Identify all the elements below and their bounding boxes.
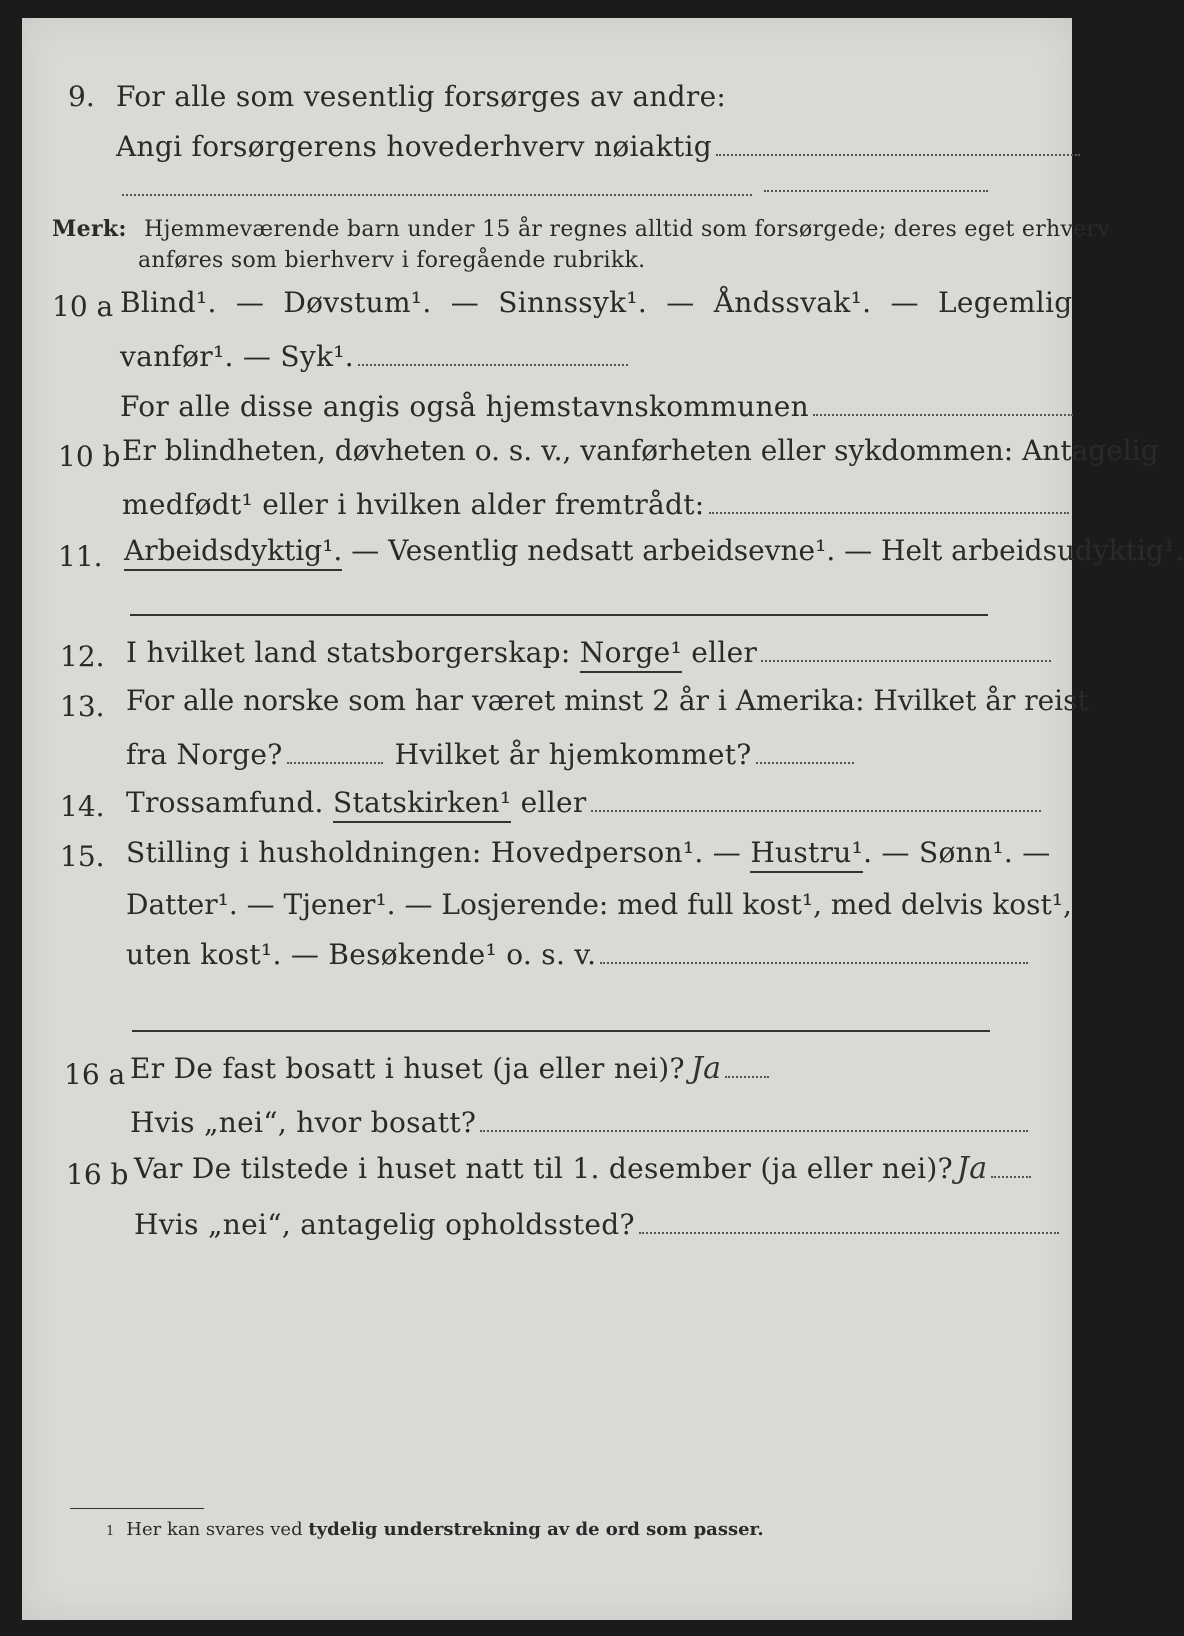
q16a-question: Er De fast bosatt i huset (ja eller nei)? <box>130 1052 685 1085</box>
q10b-line2-text: medfødt¹ eller i hvilken alder fremtrådt: <box>122 488 705 521</box>
q13-line1: For alle norske som har været minst 2 år i Amerika: Hvilket år reist <box>126 684 1089 717</box>
merk-line2: anføres som bierhverv i foregående rubrikk. <box>138 248 646 273</box>
q16a-line1 <box>130 1052 769 1086</box>
merk-text-1: Hjemmeværende barn under 15 år regnes alltid som forsørgede; deres eget erhverv <box>144 217 1111 242</box>
q13-year-left-label: fra Norge? <box>126 738 283 771</box>
q12-suffix: eller <box>682 636 758 669</box>
q14-number: 14. <box>60 790 105 823</box>
footnote-text: Her kan svares ved <box>126 1519 309 1540</box>
q14-line <box>126 786 1041 820</box>
q10a-line2 <box>120 340 628 374</box>
q13-number: 13. <box>60 690 105 723</box>
q16b-followup: Hvis „nei“, antagelig opholdssted? <box>134 1208 635 1241</box>
q15-line2: Datter¹. — Tjener¹. — Losjerende: med full kost¹, med delvis kost¹, <box>126 888 1072 921</box>
q10b-answer-line[interactable] <box>709 510 1069 514</box>
q10b-number: 10 b <box>58 440 121 473</box>
q9-line2 <box>116 130 1080 164</box>
q16b-line2 <box>134 1208 1059 1242</box>
q16b-handwritten-answer[interactable]: Ja <box>956 1151 988 1186</box>
q16b-number: 16 b <box>66 1158 129 1191</box>
q16a-number: 16 a <box>64 1058 126 1091</box>
q11-number: 11. <box>58 540 103 573</box>
q13-year-returned-line[interactable] <box>756 760 854 764</box>
q10a-line2-text: vanfør¹. — Syk¹. <box>120 340 354 373</box>
q12-number: 12. <box>60 640 105 673</box>
census-form-page <box>22 18 1184 1620</box>
q15-option-hustru[interactable]: Hustru¹ <box>750 836 863 873</box>
q16a-line2 <box>130 1106 1028 1140</box>
q15-number: 15. <box>60 840 105 873</box>
merk-label: Merk: <box>52 216 127 242</box>
q10a-answer-line[interactable] <box>358 362 628 366</box>
q9-answer-line-2a[interactable] <box>122 194 752 196</box>
q14-prefix: Trossamfund. <box>126 786 333 819</box>
q15-answer-line[interactable] <box>600 960 1028 964</box>
q10a-line3 <box>120 390 1073 424</box>
q16b-line1 <box>134 1152 1031 1186</box>
q12-line <box>126 636 1051 670</box>
q16b-question: Var De tilstede i huset natt til 1. desember (ja eller nei)? <box>134 1152 953 1185</box>
q9-answer-line[interactable] <box>716 152 1080 156</box>
q16a-handwritten-answer[interactable]: Ja <box>690 1051 722 1086</box>
q10b-line2 <box>122 488 1069 522</box>
q10a-line1: Blind¹. — Døvstum¹. — Sinnssyk¹. — Åndssvak¹. — Legemlig <box>120 286 1073 319</box>
q11-rest: — Vesentlig nedsatt arbeidsevne¹. — Helt arbeidsudyktig¹. <box>342 534 1184 567</box>
q10a-line3-text: For alle disse angis også hjemstavnskommunen <box>120 390 809 423</box>
q16a-residence-line[interactable] <box>480 1128 1028 1132</box>
q11-line <box>124 534 1184 568</box>
q11-option-arbeidsdyktig[interactable]: Arbeidsdyktig¹. <box>124 534 342 571</box>
q13-line2 <box>126 738 854 772</box>
q14-suffix: eller <box>511 786 587 819</box>
q10b-line1: Er blindheten, døvheten o. s. v., vanførheten eller sykdommen: Antagelig <box>122 434 1159 467</box>
q12-answer-line[interactable] <box>761 658 1051 662</box>
q16b-location-line[interactable] <box>639 1230 1059 1234</box>
q10a-number: 10 a <box>52 290 114 323</box>
q14-option-statskirken[interactable]: Statskirken¹ <box>333 786 511 823</box>
q15-line3 <box>126 938 1028 972</box>
footnote-rule <box>70 1508 204 1509</box>
q15-line1 <box>126 836 1051 870</box>
q13-year-returned-label: Hvilket år hjemkommet? <box>394 738 752 771</box>
q12-prefix: I hvilket land statsborgerskap: <box>126 636 580 669</box>
q12-option-norge[interactable]: Norge¹ <box>580 636 682 673</box>
q15-line1-text: Stilling i husholdningen: Hovedperson¹. — <box>126 836 751 869</box>
q9-answer-line-2b[interactable] <box>764 190 988 192</box>
q9-number: 9. <box>68 80 95 113</box>
q11-answer-rule[interactable] <box>130 614 988 616</box>
q16b-answer-line[interactable] <box>991 1174 1031 1178</box>
q10a-hometown-line[interactable] <box>813 412 1073 416</box>
q15-answer-rule[interactable] <box>132 1030 990 1032</box>
q15-line1-tail: . — Sønn¹. — <box>863 836 1051 869</box>
footnote <box>106 1518 764 1544</box>
footnote-text-bold: tydelig understrekning av de ord som passer. <box>308 1519 764 1540</box>
q9-line2-text: Angi forsørgerens hovederhverv nøiaktig <box>116 130 713 163</box>
q16a-answer-line[interactable] <box>725 1074 769 1078</box>
q9-line1: For alle som vesentlig forsørges av andre: <box>116 80 727 113</box>
merk-line1 <box>52 214 1110 245</box>
q14-answer-line[interactable] <box>591 808 1041 812</box>
footnote-mark: 1 <box>106 1524 115 1539</box>
q16a-followup: Hvis „nei“, hvor bosatt? <box>130 1106 477 1139</box>
q15-line3-text: uten kost¹. — Besøkende¹ o. s. v. <box>126 938 597 971</box>
q13-year-left-line[interactable] <box>287 760 383 764</box>
